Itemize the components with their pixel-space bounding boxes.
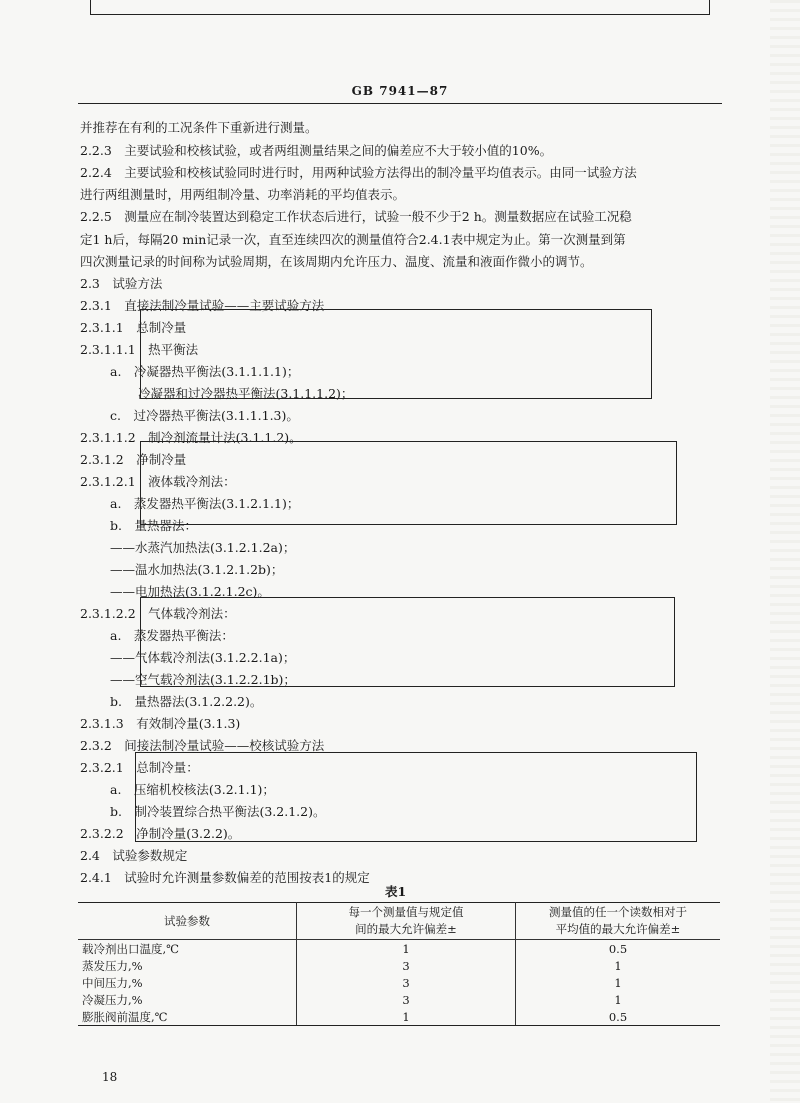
section-heading: 2.3.1.2.2 气体载冷剂法：: [80, 606, 236, 621]
section-heading: 2.3.1.1.2 制冷剂流量计法(3.1.1.2)。: [80, 430, 302, 445]
section-heading: 2.3.1.3 有效制冷量(3.1.3): [80, 716, 241, 731]
text-line: 进行两组测量时，用两组制冷量、功率消耗的平均值表示。: [80, 187, 406, 202]
text-line: 四次测量记录的时间称为试验周期，在该周期内允许压力、温度、流量和液面作微小的调节。: [80, 254, 593, 269]
table-cell: 1: [516, 974, 721, 991]
parameter-table: [78, 902, 720, 1026]
section-heading: 2.4 试验参数规定: [80, 848, 188, 863]
table-cell: 1: [297, 1008, 516, 1026]
table-row: [78, 974, 720, 991]
table-cell: 1: [516, 991, 721, 1008]
text-line: 2.2.3 主要试验和校核试验，或者两组测量结果之间的偏差应不大于较小值的10%。: [80, 143, 553, 158]
list-item: a. 蒸发器热平衡法：: [110, 628, 234, 643]
table-cell: 3: [297, 957, 516, 974]
table-cell: 中间压力,%: [82, 975, 143, 990]
top-frame: [90, 0, 710, 15]
list-item: a. 蒸发器热平衡法(3.1.2.1.1)；: [110, 496, 300, 511]
section-heading: 2.3 试验方法: [80, 276, 163, 291]
table-header: 每一个测量值与规定值 间的最大允许偏差±: [297, 903, 516, 940]
section-heading: 2.3.1 直接法制冷量试验——主要试验方法: [80, 298, 325, 313]
table-cell: 1: [297, 940, 516, 958]
annotation-box: [140, 309, 652, 399]
table-cell: 3: [297, 991, 516, 1008]
annotation-box: [140, 441, 677, 525]
table-cell: 1: [516, 957, 721, 974]
text-line: 2.2.4 主要试验和校核试验同时进行时，用两种试验方法得出的制冷量平均值表示。由同一试验方法: [80, 165, 637, 180]
list-item: ——空气载冷剂法(3.1.2.2.1b)；: [110, 672, 296, 687]
section-heading: 2.3.1.2.1 液体载冷剂法：: [80, 474, 236, 489]
list-item: a. 冷凝器热平衡法(3.1.1.1.1)；: [110, 364, 300, 379]
section-heading: 2.4.1 试验时允许测量参数偏差的范围按表1的规定: [80, 870, 370, 885]
section-heading: 2.3.1.1.1 热平衡法: [80, 342, 199, 357]
table-header: 测量值的任一个读数相对于 平均值的最大允许偏差±: [516, 903, 721, 940]
table-cell: 载冷剂出口温度,℃: [82, 941, 180, 956]
table-cell: 0.5: [516, 940, 721, 958]
table-row: [78, 1008, 720, 1026]
section-heading: 2.3.1.2 净制冷量: [80, 452, 187, 467]
table-cell: 0.5: [516, 1008, 721, 1026]
page-number: 18: [102, 1070, 118, 1084]
list-item: b. 制冷装置综合热平衡法(3.2.1.2)。: [110, 804, 326, 819]
scan-edge: [770, 0, 800, 1103]
table-header: 试验参数: [78, 903, 297, 940]
list-item: ——温水加热法(3.1.2.1.2b)；: [110, 562, 284, 577]
text-line: 2.2.5 测量应在制冷装置达到稳定工作状态后进行，试验一般不少于2 h。测量数据应在试验工况稳: [80, 209, 632, 224]
text-line: 并推荐在有利的工况条件下重新进行测量。: [80, 120, 318, 135]
list-item: c. 过冷器热平衡法(3.1.1.1.3)。: [110, 408, 299, 423]
list-item: b. 量热器法(3.1.2.2.2)。: [110, 694, 263, 709]
table-cell: 冷凝压力,%: [82, 992, 143, 1007]
list-item: b. 量热器法：: [110, 518, 197, 533]
table-row: [78, 957, 720, 974]
list-item: ——气体载冷剂法(3.1.2.2.1a)；: [110, 650, 296, 665]
list-item: ——电加热法(3.1.2.1.2c)。: [110, 584, 270, 599]
standard-header: GB 7941—87: [351, 84, 449, 98]
table-cell: 蒸发压力,%: [82, 958, 143, 973]
section-heading: 2.3.1.1 总制冷量: [80, 320, 187, 335]
table-cell: 3: [297, 974, 516, 991]
text-line: 定1 h后，每隔20 min记录一次，直至连续四次的测量值符合2.4.1表中规定为止。第一次测量到第: [80, 232, 626, 247]
section-heading: 2.3.2 间接法制冷量试验——校核试验方法: [80, 738, 325, 753]
table-row: [78, 991, 720, 1008]
section-heading: 2.3.2.2 净制冷量(3.2.2)。: [80, 826, 241, 841]
section-heading: 2.3.2.1 总制冷量：: [80, 760, 199, 775]
list-item: ——水蒸汽加热法(3.1.2.1.2a)；: [110, 540, 296, 555]
annotation-box: [135, 752, 697, 842]
table-cell: 膨胀阀前温度,℃: [78, 1008, 297, 1026]
table-row: [78, 940, 720, 958]
header-rule: [78, 103, 722, 104]
table-caption: 表1: [385, 884, 407, 899]
list-item: a. 压缩机校核法(3.2.1.1)；: [110, 782, 275, 797]
list-item: 冷凝器和过冷器热平衡法(3.1.1.1.2)；: [138, 386, 354, 401]
annotation-box: [140, 597, 675, 687]
